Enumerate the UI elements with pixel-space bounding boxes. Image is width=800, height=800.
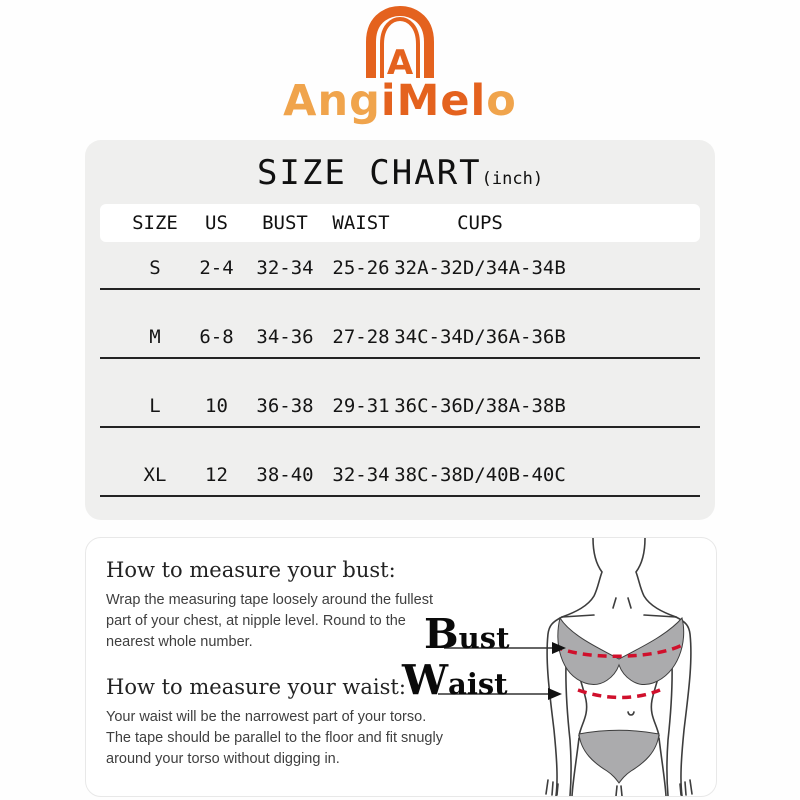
waist-label: Waist	[402, 656, 508, 704]
wordmark-part-2: iMel	[380, 76, 487, 126]
size-chart-title	[85, 153, 715, 193]
wordmark-part-3: o	[486, 76, 517, 126]
bust-instructions: Wrap the measuring tape loosely around the fullest part of your chest, at nipple level. Round to the nearest whole number.	[106, 592, 433, 651]
cell-spacer	[560, 485, 700, 495]
table-body	[100, 242, 700, 497]
column-header-size: SIZE	[132, 212, 178, 234]
bust-heading: How to measure your bust:	[106, 558, 396, 582]
cell-spacer	[560, 278, 700, 288]
cell-cups: 34C-34D/36A-36B	[394, 326, 566, 348]
cell-spacer	[560, 347, 700, 357]
size-chart-card	[85, 140, 715, 520]
cell-waist: 32-34	[332, 464, 390, 486]
cell-bust: 32-34	[256, 257, 314, 279]
cell-us: 12	[205, 464, 228, 486]
cell-waist: 29-31	[332, 395, 390, 417]
table-header-row	[100, 204, 700, 242]
size-chart-title-text: SIZE CHART	[256, 153, 482, 193]
column-header-bust: BUST	[262, 212, 308, 234]
cell-bust: 36-38	[256, 395, 314, 417]
cell-spacer	[560, 416, 700, 426]
measure-guide-text	[106, 538, 454, 770]
cell-bust: 38-40	[256, 464, 314, 486]
cell-waist: 25-26	[332, 257, 390, 279]
column-header-cups: CUPS	[457, 212, 503, 234]
cell-cups: 32A-32D/34A-34B	[394, 257, 566, 279]
wordmark-part-1: Ang	[283, 76, 381, 126]
panties-shape	[579, 730, 659, 783]
waist-instructions: Your waist will be the narrowest part of your torso. The tape should be parallel to the floor and fit snugly around your torso without digging in.	[106, 709, 443, 768]
waist-measure-line	[578, 690, 660, 698]
brand-wordmark	[0, 76, 800, 126]
cell-bust: 34-36	[256, 326, 314, 348]
size-chart-unit: (inch)	[481, 169, 544, 189]
body-figure-illustration	[536, 538, 706, 796]
cell-cups: 38C-38D/40B-40C	[394, 464, 566, 486]
cell-size: M	[149, 326, 161, 348]
measure-guide-card	[85, 537, 717, 797]
table-row-xl	[100, 428, 700, 497]
cell-us: 6-8	[199, 326, 234, 348]
column-header-us: US	[205, 212, 228, 234]
table-row-l	[100, 359, 700, 428]
cell-cups: 36C-36D/38A-38B	[394, 395, 566, 417]
cell-size: S	[149, 257, 161, 279]
bust-label: Bust	[424, 610, 510, 658]
cell-waist: 27-28	[332, 326, 390, 348]
brand-monogram-icon	[354, 6, 446, 78]
cell-us: 2-4	[199, 257, 234, 279]
cell-us: 10	[205, 395, 228, 417]
table-row-s	[100, 242, 700, 290]
column-header-waist: WAIST	[332, 212, 390, 234]
monogram-letter: A	[386, 43, 414, 78]
brand-header	[0, 0, 800, 126]
waist-heading: How to measure your waist:	[106, 675, 406, 700]
table-row-m	[100, 290, 700, 359]
cell-size: L	[149, 395, 161, 417]
cell-size: XL	[143, 464, 167, 486]
